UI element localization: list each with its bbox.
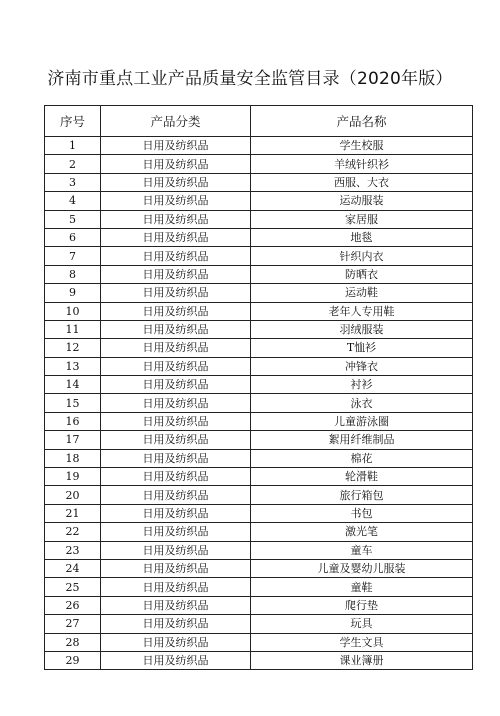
table-row bbox=[45, 228, 473, 246]
cell-serial-number: 17 bbox=[45, 431, 101, 449]
cell-product-category: 日用及纺织品 bbox=[101, 412, 251, 430]
table-row bbox=[45, 192, 473, 210]
cell-product-category: 日用及纺织品 bbox=[101, 320, 251, 338]
cell-product-name: 地毯 bbox=[251, 228, 473, 246]
table-row bbox=[45, 302, 473, 320]
cell-product-category: 日用及纺织品 bbox=[101, 284, 251, 302]
table-row bbox=[45, 486, 473, 504]
cell-product-name: 玩具 bbox=[251, 615, 473, 633]
cell-product-name: T恤衫 bbox=[251, 339, 473, 357]
cell-serial-number: 19 bbox=[45, 468, 101, 486]
table-row bbox=[45, 339, 473, 357]
cell-serial-number: 18 bbox=[45, 449, 101, 467]
cell-product-category: 日用及纺织品 bbox=[101, 376, 251, 394]
cell-product-name: 学生校服 bbox=[251, 137, 473, 155]
cell-product-name: 棉花 bbox=[251, 449, 473, 467]
cell-product-name: 童车 bbox=[251, 541, 473, 559]
table-row bbox=[45, 376, 473, 394]
cell-product-name: 冲锋衣 bbox=[251, 357, 473, 375]
cell-serial-number: 1 bbox=[45, 137, 101, 155]
table-header-row bbox=[45, 106, 473, 137]
cell-product-category: 日用及纺织品 bbox=[101, 357, 251, 375]
cell-product-name: 轮滑鞋 bbox=[251, 468, 473, 486]
cell-product-name: 老年人专用鞋 bbox=[251, 302, 473, 320]
cell-product-name: 羊绒针织衫 bbox=[251, 155, 473, 173]
cell-product-name: 絮用纤维制品 bbox=[251, 431, 473, 449]
cell-serial-number: 21 bbox=[45, 504, 101, 522]
cell-serial-number: 26 bbox=[45, 596, 101, 614]
cell-product-name: 激光笔 bbox=[251, 523, 473, 541]
cell-serial-number: 28 bbox=[45, 633, 101, 651]
cell-product-name: 课业簿册 bbox=[251, 651, 473, 669]
cell-serial-number: 3 bbox=[45, 173, 101, 191]
table-row bbox=[45, 210, 473, 228]
cell-serial-number: 24 bbox=[45, 559, 101, 577]
cell-product-name: 书包 bbox=[251, 504, 473, 522]
cell-product-category: 日用及纺织品 bbox=[101, 486, 251, 504]
table-row bbox=[45, 615, 473, 633]
cell-product-name: 旅行箱包 bbox=[251, 486, 473, 504]
cell-product-category: 日用及纺织品 bbox=[101, 615, 251, 633]
table-row bbox=[45, 468, 473, 486]
cell-serial-number: 23 bbox=[45, 541, 101, 559]
table-row bbox=[45, 357, 473, 375]
header-product-name: 产品名称 bbox=[251, 106, 473, 137]
cell-serial-number: 11 bbox=[45, 320, 101, 338]
table-row bbox=[45, 247, 473, 265]
table-row bbox=[45, 449, 473, 467]
cell-serial-number: 8 bbox=[45, 265, 101, 283]
cell-product-category: 日用及纺织品 bbox=[101, 541, 251, 559]
cell-serial-number: 10 bbox=[45, 302, 101, 320]
table-row bbox=[45, 173, 473, 191]
cell-product-name: 防晒衣 bbox=[251, 265, 473, 283]
cell-product-category: 日用及纺织品 bbox=[101, 228, 251, 246]
cell-product-name: 童鞋 bbox=[251, 578, 473, 596]
table-row bbox=[45, 137, 473, 155]
cell-product-category: 日用及纺织品 bbox=[101, 173, 251, 191]
cell-product-name: 衬衫 bbox=[251, 376, 473, 394]
cell-product-category: 日用及纺织品 bbox=[101, 339, 251, 357]
cell-product-category: 日用及纺织品 bbox=[101, 210, 251, 228]
cell-serial-number: 16 bbox=[45, 412, 101, 430]
cell-product-category: 日用及纺织品 bbox=[101, 651, 251, 669]
cell-product-name: 羽绒服装 bbox=[251, 320, 473, 338]
cell-product-name: 运动鞋 bbox=[251, 284, 473, 302]
table-row bbox=[45, 320, 473, 338]
cell-serial-number: 14 bbox=[45, 376, 101, 394]
cell-serial-number: 7 bbox=[45, 247, 101, 265]
table-row bbox=[45, 596, 473, 614]
table-row bbox=[45, 578, 473, 596]
cell-product-category: 日用及纺织品 bbox=[101, 302, 251, 320]
cell-product-name: 爬行垫 bbox=[251, 596, 473, 614]
header-product-category: 产品分类 bbox=[101, 106, 251, 137]
cell-serial-number: 12 bbox=[45, 339, 101, 357]
table-row bbox=[45, 651, 473, 669]
cell-product-category: 日用及纺织品 bbox=[101, 265, 251, 283]
cell-product-category: 日用及纺织品 bbox=[101, 394, 251, 412]
table-row bbox=[45, 431, 473, 449]
cell-product-category: 日用及纺织品 bbox=[101, 431, 251, 449]
cell-product-category: 日用及纺织品 bbox=[101, 247, 251, 265]
table-row bbox=[45, 559, 473, 577]
cell-product-category: 日用及纺织品 bbox=[101, 596, 251, 614]
cell-product-category: 日用及纺织品 bbox=[101, 504, 251, 522]
cell-product-name: 儿童及婴幼儿服装 bbox=[251, 559, 473, 577]
table-row bbox=[45, 633, 473, 651]
table-row bbox=[45, 394, 473, 412]
cell-product-name: 学生文具 bbox=[251, 633, 473, 651]
table-body bbox=[45, 137, 473, 670]
header-serial-number: 序号 bbox=[45, 106, 101, 137]
cell-product-name: 运动服装 bbox=[251, 192, 473, 210]
cell-serial-number: 20 bbox=[45, 486, 101, 504]
cell-product-name: 针织内衣 bbox=[251, 247, 473, 265]
cell-product-category: 日用及纺织品 bbox=[101, 155, 251, 173]
cell-product-category: 日用及纺织品 bbox=[101, 192, 251, 210]
cell-serial-number: 6 bbox=[45, 228, 101, 246]
cell-product-name: 西服、大衣 bbox=[251, 173, 473, 191]
table-row bbox=[45, 523, 473, 541]
table-row bbox=[45, 265, 473, 283]
table-row bbox=[45, 284, 473, 302]
cell-serial-number: 2 bbox=[45, 155, 101, 173]
catalog-table bbox=[44, 105, 473, 670]
table-row bbox=[45, 504, 473, 522]
cell-product-category: 日用及纺织品 bbox=[101, 633, 251, 651]
cell-serial-number: 13 bbox=[45, 357, 101, 375]
cell-serial-number: 29 bbox=[45, 651, 101, 669]
cell-product-category: 日用及纺织品 bbox=[101, 578, 251, 596]
cell-product-category: 日用及纺织品 bbox=[101, 449, 251, 467]
cell-serial-number: 5 bbox=[45, 210, 101, 228]
cell-serial-number: 9 bbox=[45, 284, 101, 302]
cell-serial-number: 27 bbox=[45, 615, 101, 633]
cell-serial-number: 15 bbox=[45, 394, 101, 412]
cell-product-category: 日用及纺织品 bbox=[101, 468, 251, 486]
cell-product-name: 泳衣 bbox=[251, 394, 473, 412]
table-row bbox=[45, 541, 473, 559]
cell-serial-number: 4 bbox=[45, 192, 101, 210]
cell-serial-number: 25 bbox=[45, 578, 101, 596]
table-row bbox=[45, 155, 473, 173]
cell-product-name: 儿童游泳圈 bbox=[251, 412, 473, 430]
cell-product-name: 家居服 bbox=[251, 210, 473, 228]
cell-serial-number: 22 bbox=[45, 523, 101, 541]
cell-product-category: 日用及纺织品 bbox=[101, 137, 251, 155]
cell-product-category: 日用及纺织品 bbox=[101, 559, 251, 577]
cell-product-category: 日用及纺织品 bbox=[101, 523, 251, 541]
table-row bbox=[45, 412, 473, 430]
page-title: 济南市重点工业产品质量安全监管目录（2020年版） bbox=[47, 69, 453, 89]
